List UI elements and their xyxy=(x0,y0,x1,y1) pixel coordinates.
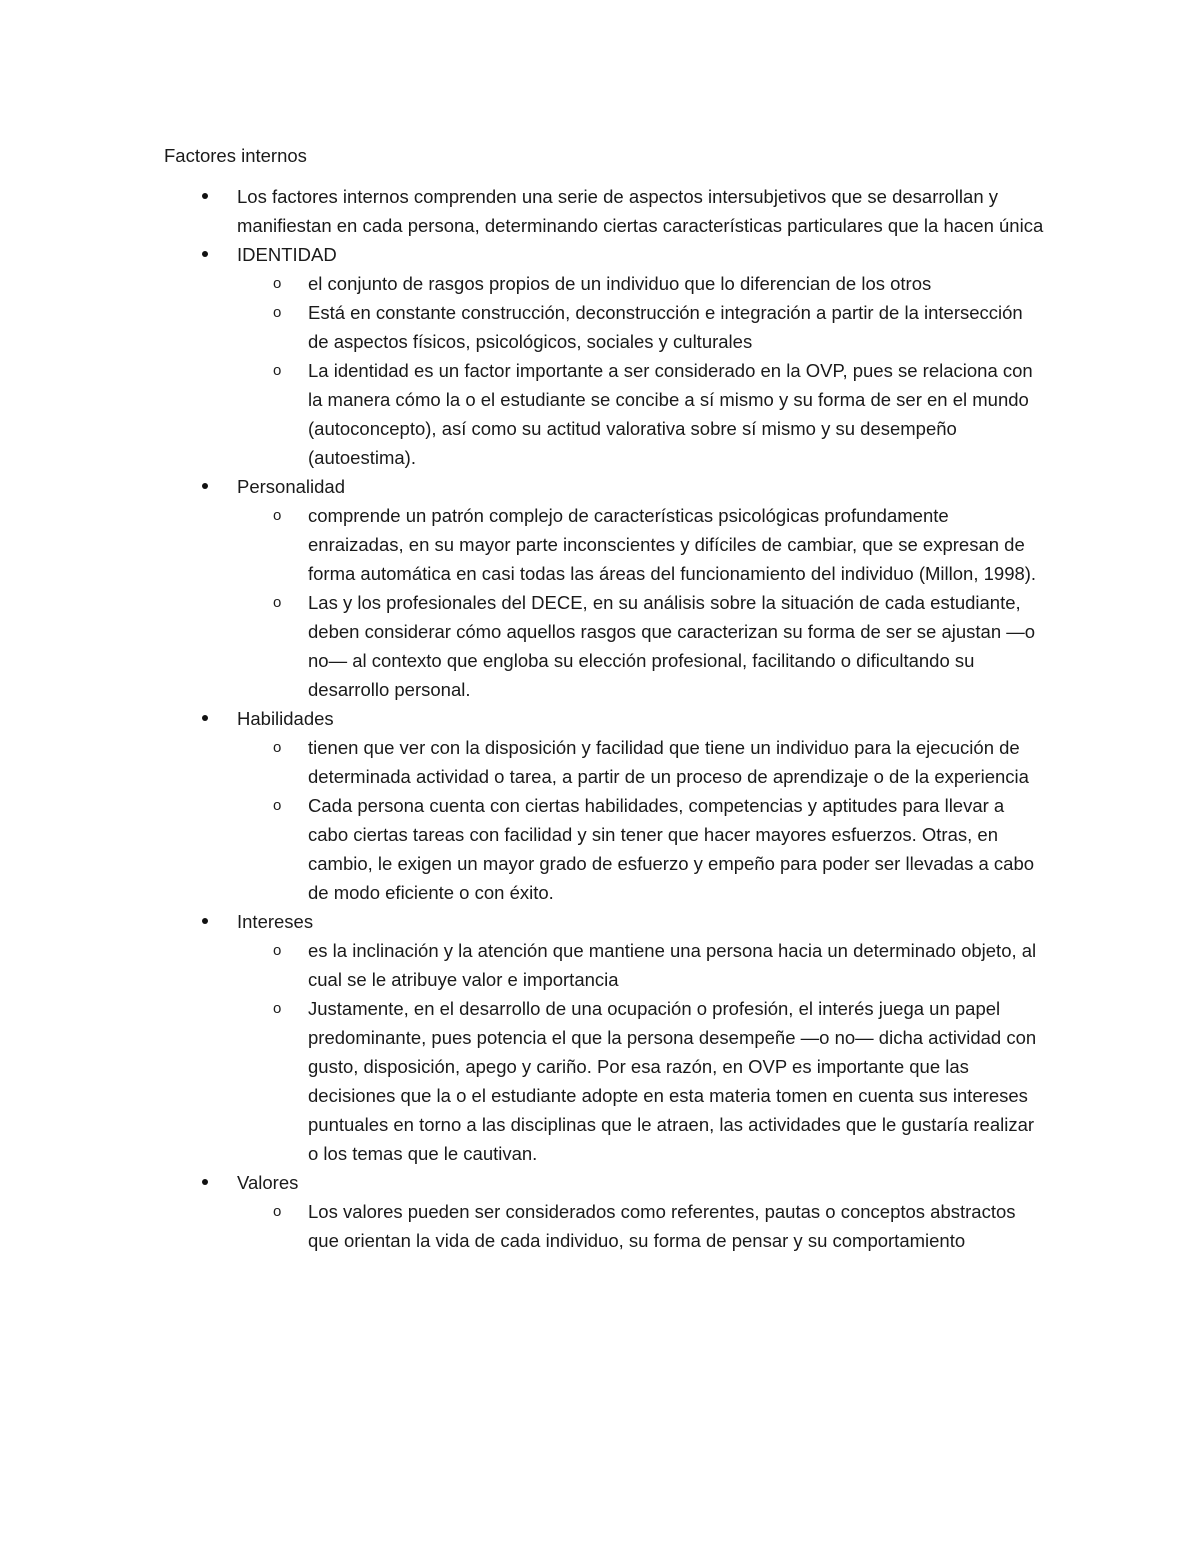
circle-bullet-icon: o xyxy=(273,275,282,292)
list-item-text: Los factores internos comprenden una serie de aspectos intersubjetivos que se desarrollan y manifiestan en cada persona, determinando ciertas características particulares que la hacen única xyxy=(237,186,1044,236)
circle-bullet-icon: o xyxy=(273,1203,282,1220)
bullet-list xyxy=(164,182,1044,1255)
section-heading-intereses: Intereses xyxy=(237,911,314,932)
sub-list-item xyxy=(237,1197,1044,1255)
sub-list-item xyxy=(237,298,1044,356)
sub-list-item-text: Las y los profesionales del DECE, en su análisis sobre la situación de cada estudiante, deben considerar cómo aquellos rasgos que caracterizan su forma de ser se ajustan —o no— al contexto que engloba su elección profesional, facilitando o dificultando su desarrollo personal. xyxy=(308,592,1036,700)
list-item xyxy=(164,704,1044,907)
bullet-icon xyxy=(202,715,208,721)
sub-list-item-text: Está en constante construcción, deconstrucción e integración a partir de la intersección de aspectos físicos, psicológicos, sociales y culturales xyxy=(308,302,1023,352)
circle-bullet-icon: o xyxy=(273,304,282,321)
sub-list xyxy=(237,1197,1044,1255)
list-item xyxy=(164,472,1044,704)
sub-list-item xyxy=(237,936,1044,994)
sub-list-item xyxy=(237,994,1044,1168)
section-heading-valores: Valores xyxy=(237,1172,299,1193)
section-heading-habilidades: Habilidades xyxy=(237,708,334,729)
sub-list-item xyxy=(237,733,1044,791)
sub-list-item-text: Los valores pueden ser considerados como referentes, pautas o conceptos abstractos que orientan la vida de cada individuo, su forma de pensar y su comportamiento xyxy=(308,1201,1016,1251)
sub-list-item xyxy=(237,356,1044,472)
circle-bullet-icon: o xyxy=(273,739,282,756)
sub-list-item-text: Cada persona cuenta con ciertas habilidades, competencias y aptitudes para llevar a cabo ciertas tareas con facilidad y sin tener que hacer mayores esfuerzos. Otras, en cambio, le exigen un mayor grado de esfuerzo y empeño para poder ser llevadas a cabo de modo eficiente o con éxito. xyxy=(308,795,1035,903)
circle-bullet-icon: o xyxy=(273,797,282,814)
sub-list-item xyxy=(237,791,1044,907)
list-item xyxy=(164,240,1044,472)
sub-list-item xyxy=(237,588,1044,704)
sub-list-item-text: Justamente, en el desarrollo de una ocupación o profesión, el interés juega un papel predominante, pues potencia el que la persona desempeñe —o no— dicha actividad con gusto, disposición, apego y cariño. Por esa razón, en OVP es importante que las decisiones que la o el estudiante adopte en esta materia tomen en cuenta sus intereses puntuales en torno a las disciplinas que le atraen, las actividades que le gustaría realizar o los temas que le cautivan. xyxy=(308,998,1037,1164)
document-title: Factores internos xyxy=(164,145,307,166)
sub-list xyxy=(237,501,1044,704)
list-item xyxy=(164,182,1044,240)
section-heading-personalidad: Personalidad xyxy=(237,476,345,497)
list-item xyxy=(164,1168,1044,1255)
list-item xyxy=(164,907,1044,1168)
bullet-icon xyxy=(202,483,208,489)
section-heading-identidad: IDENTIDAD xyxy=(237,244,337,265)
bullet-icon xyxy=(202,193,208,199)
circle-bullet-icon: o xyxy=(273,362,282,379)
bullet-icon xyxy=(202,251,208,257)
circle-bullet-icon: o xyxy=(273,594,282,611)
sub-list-item-text: es la inclinación y la atención que mantiene una persona hacia un determinado objeto, al cual se le atribuye valor e importancia xyxy=(308,940,1037,990)
circle-bullet-icon: o xyxy=(273,1000,282,1017)
sub-list-item-text: La identidad es un factor importante a ser considerado en la OVP, pues se relaciona con la manera cómo la o el estudiante se concibe a sí mismo y su forma de ser en el mundo (autoconcepto), así como su actitud valorativa sobre sí mismo y su desempeño (autoestima). xyxy=(308,360,1033,468)
sub-list-item xyxy=(237,269,1044,298)
sub-list xyxy=(237,733,1044,907)
bullet-icon xyxy=(202,1179,208,1185)
document-body xyxy=(164,182,1044,1255)
sub-list-item-text: el conjunto de rasgos propios de un individuo que lo diferencian de los otros xyxy=(308,273,932,294)
sub-list-item-text: comprende un patrón complejo de características psicológicas profundamente enraizadas, en su mayor parte inconscientes y difíciles de cambiar, que se expresan de forma automática en casi todas las áreas del funcionamiento del individuo (Millon, 1998). xyxy=(308,505,1037,584)
circle-bullet-icon: o xyxy=(273,942,282,959)
sub-list xyxy=(237,936,1044,1168)
sub-list xyxy=(237,269,1044,472)
sub-list-item xyxy=(237,501,1044,588)
bullet-icon xyxy=(202,918,208,924)
circle-bullet-icon: o xyxy=(273,507,282,524)
sub-list-item-text: tienen que ver con la disposición y facilidad que tiene un individuo para la ejecución de determinada actividad o tarea, a partir de un proceso de aprendizaje o de la experiencia xyxy=(308,737,1029,787)
